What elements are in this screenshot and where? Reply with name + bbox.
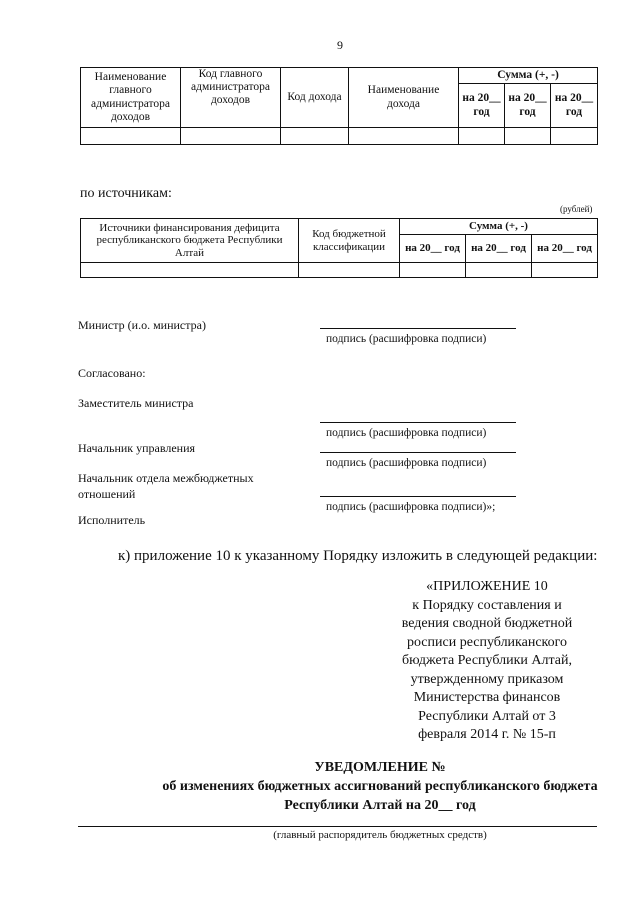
- header-admin-code: Код главного администратора доходов: [181, 68, 281, 128]
- signature-caption: подпись (расшифровка подписи): [326, 333, 487, 345]
- distributor-line: [78, 826, 597, 827]
- header-year-2: на 20__ год: [505, 84, 551, 128]
- appendix-block: [372, 578, 602, 745]
- header-admin-name: Наименование главного администратора доходов: [81, 68, 181, 128]
- appendix-line: Республики Алтай от 3: [418, 708, 556, 724]
- notice-subtitle: об изменениях бюджетных ассигнований республиканского бюджета: [162, 779, 598, 794]
- signature-line: [320, 496, 516, 497]
- header-year-3: на 20__ год: [551, 84, 598, 128]
- deputy-label: Заместитель министра: [78, 396, 194, 410]
- income-table: [80, 67, 598, 145]
- amendment-paragraph: к) приложение 10 к указанному Порядку изложить в следующей редакции:: [118, 548, 598, 564]
- notice-subtitle: Республики Алтай на 20__ год: [284, 798, 476, 813]
- distributor-caption: (главный распорядитель бюджетных средств): [273, 829, 487, 841]
- signature-caption: подпись (расшифровка подписи)»;: [326, 501, 496, 513]
- header-source: Источники финансирования дефицита республиканского бюджета Республики Алтай: [81, 219, 299, 263]
- signature-line: [320, 328, 516, 329]
- sources-table: [80, 218, 598, 278]
- signature-line: [320, 452, 516, 453]
- header-income-code: Код дохода: [281, 68, 349, 128]
- header-income-name: Наименование дохода: [349, 68, 459, 128]
- header-year-2: на 20__ год: [466, 235, 532, 263]
- appendix-line: «ПРИЛОЖЕНИЕ 10: [426, 579, 548, 594]
- executor-label: Исполнитель: [78, 513, 146, 527]
- head-section-label: Начальник отдела межбюджетных отношений: [78, 471, 254, 501]
- header-sum: Сумма (+, -): [459, 68, 598, 84]
- appendix-line: бюджета Республики Алтай,: [401, 653, 573, 668]
- head-dept-label: Начальник управления: [78, 441, 196, 455]
- appendix-line: ведения сводной бюджетной: [401, 616, 573, 631]
- notice-heading: УВЕДОМЛЕНИЕ №: [314, 760, 446, 775]
- signature-caption: подпись (расшифровка подписи): [326, 457, 487, 469]
- table-row: [81, 263, 598, 278]
- header-sum: Сумма (+, -): [400, 219, 598, 235]
- notice-title: [60, 758, 640, 815]
- appendix-line: февраля 2014 г. № 15-п: [418, 727, 556, 742]
- appendix-line: Министерства финансов: [413, 690, 561, 705]
- appendix-line: росписи республиканского: [406, 634, 568, 650]
- table-row: [81, 128, 598, 145]
- signature-line: [320, 422, 516, 423]
- signature-caption: подпись (расшифровка подписи): [326, 427, 487, 439]
- sources-label: по источникам:: [80, 186, 172, 201]
- unit-label: (рублей): [560, 204, 593, 214]
- page-number: 9: [337, 38, 343, 52]
- agreed-label: Согласовано:: [78, 366, 146, 380]
- header-year-1: на 20__ год: [459, 84, 505, 128]
- minister-label: Министр (и.о. министра): [78, 318, 206, 332]
- header-code: Код бюджетной классификации: [299, 219, 400, 263]
- header-year-3: на 20__ год: [532, 235, 598, 263]
- header-year-1: на 20__ год: [400, 235, 466, 263]
- appendix-line: утвержденному приказом: [410, 671, 564, 687]
- appendix-line: к Порядку составления и: [412, 597, 562, 613]
